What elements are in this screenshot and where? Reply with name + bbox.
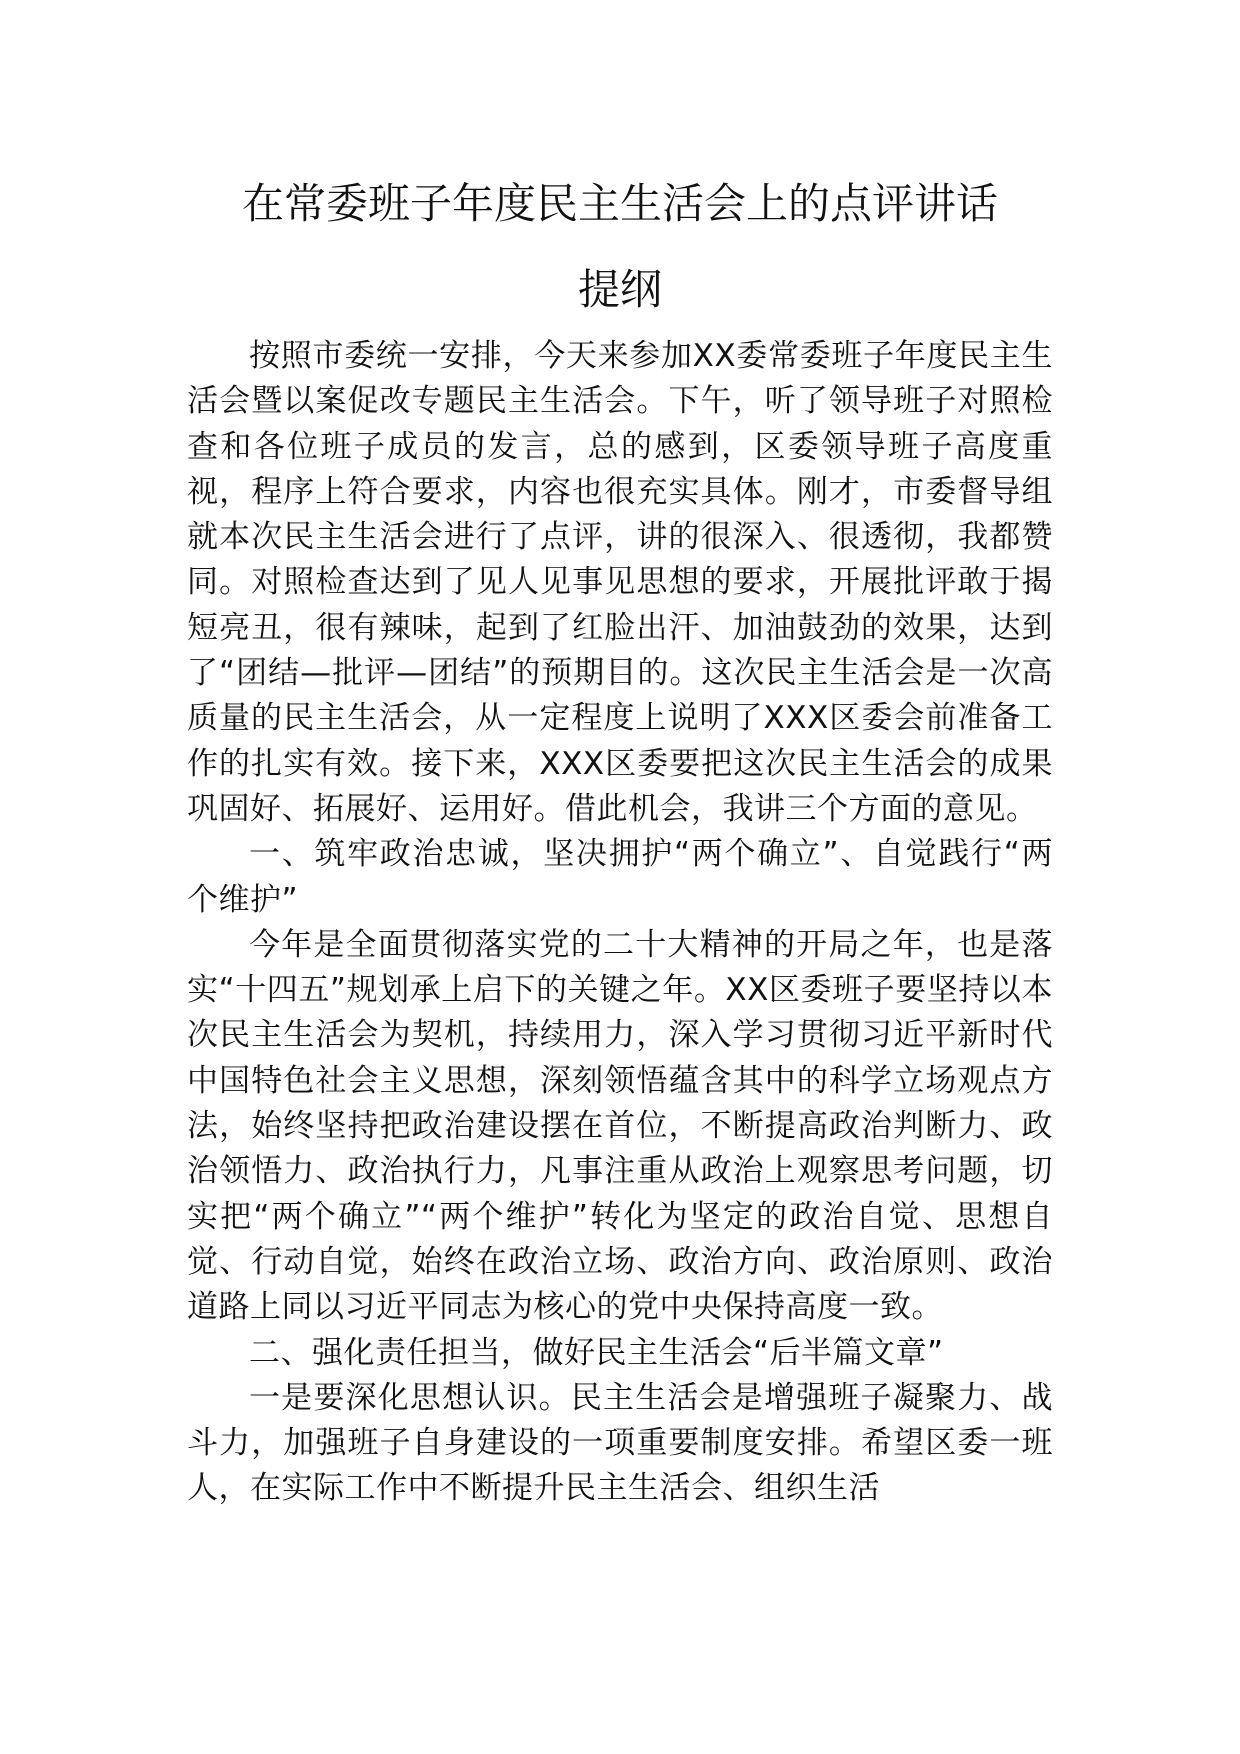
intro-paragraph: 按照市委统一安排，今天来参加XX委常委班子年度民主生活会暨以案促改专题民主生活会。下午，听了领导班子对照检查和各位班子成员的发言，总的感到，区委领导班子高度重视，程序上符合要求，内容也很充实具体。刚才，市委督导组就本次民主生活会进行了点评，讲的很深入、很透彻，我都赞同。对照检查达到了见人见事见思想的要求，开展批评敢于揭短亮丑，很有辣味，起到了红脸出汗、加油鼓劲的效果，达到了“团结—批评—团结”的预期目的。这次民主生活会是一次高质量的民主生活会，从一定程度上说明了XXX区委会前准备工作的扎实有效。接下来，XXX区委要把这次民主生活会的成果巩固好、拓展好、运用好。借此机会，我讲三个方面的意见。 [187,338,1053,827]
section-1-paragraph: 今年是全面贯彻落实党的二十大精神的开局之年，也是落实“十四五”规划承上启下的关键之年。XX区委班子要坚持以本次民主生活会为契机，持续用力，深入学习贯彻习近平新时代中国特色社会主义思想，深刻领悟蕴含其中的科学立场观点方法，始终坚持把政治建设摆在首位，不断提高政治判断力、政治领悟力、政治执行力，凡事注重从政治上观察思考问题，切实把“两个确立”“两个维护”转化为坚定的政治自觉、思想自觉、行动自觉，始终在政治立场、政治方向、政治原则、政治道路上同以习近平同志为核心的党中央保持高度一致。 [187,926,1053,1326]
document-page [187,0,1053,1754]
section-heading-1: 一、筑牢政治忠诚，坚决拥护“两个确立”、自觉践行“两个维护” [187,836,1053,918]
document-title-line-2: 提纲 [577,265,662,314]
document-title-line-1: 在常委班子年度民主生活会上的点评讲话 [241,179,998,228]
section-2-paragraph: 一是要深化思想认识。民主生活会是增强班子凝聚力、战斗力，加强班子自身建设的一项重要制度安排。希望区委一班人，在实际工作中不断提升民主生活会、组织生活 [187,1379,1053,1507]
document-body [187,334,1053,1512]
section-heading-2: 二、强化责任担当，做好民主生活会“后半篇文章” [249,1334,944,1371]
